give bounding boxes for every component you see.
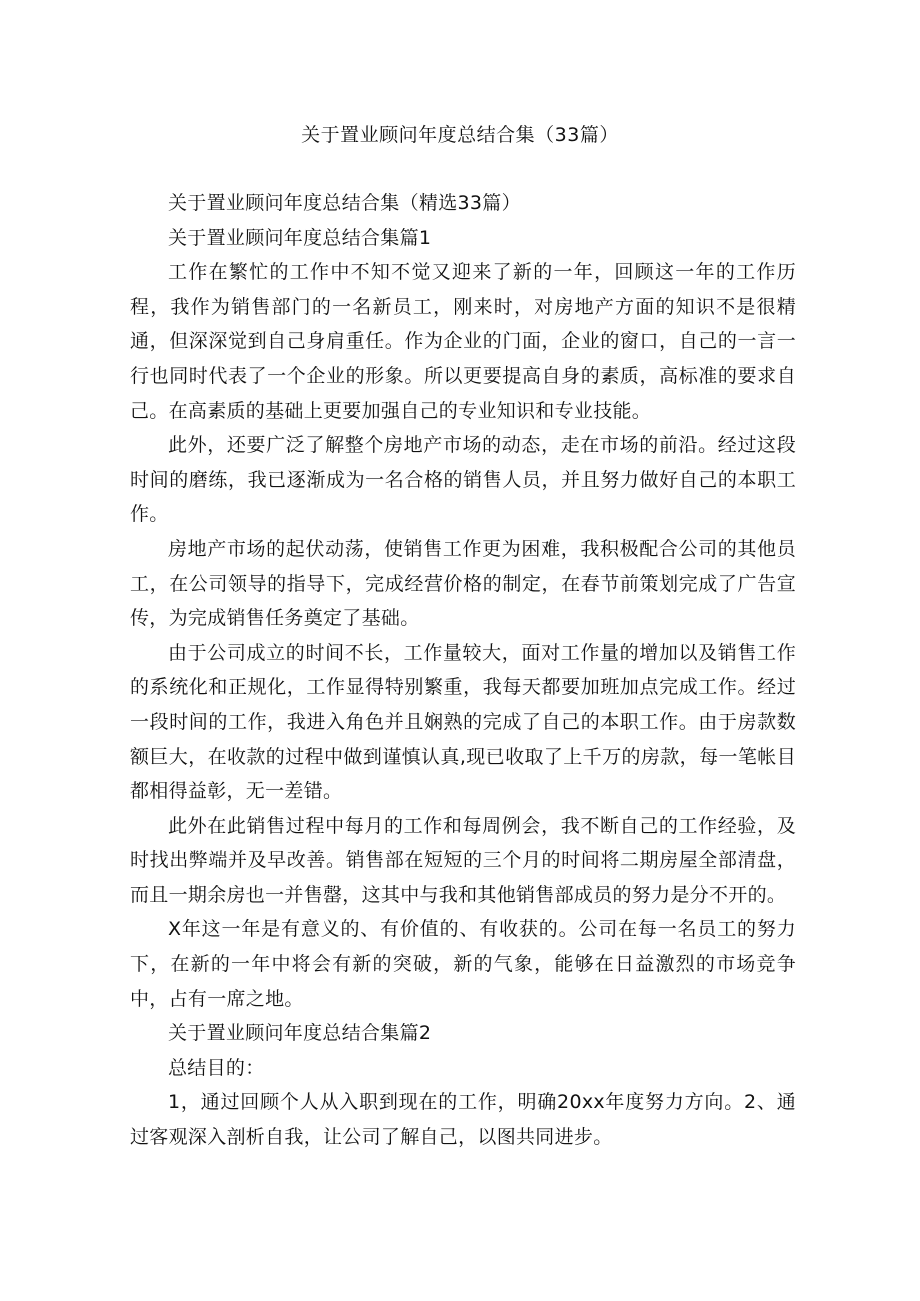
paragraph: 房地产市场的起伏动荡，使销售工作更为困难，我积极配合公司的其他员工，在公司领导的指导下，完成经营价格的制定，在春节前策划完成了广告宣传，为完成销售任务奠定了基础。	[130, 537, 796, 630]
paragraph: X年这一年是有意义的、有价值的、有收获的。公司在每一名员工的努力下，在新的一年中将会有新的突破，新的气象，能够在日益激烈的市场竞争中，占有一席之地。	[130, 918, 796, 1010]
document-title: 关于置业顾问年度总结合集（33篇）	[301, 124, 619, 146]
paragraph: 此外，还要广泛了解整个房地产市场的动态，走在市场的前沿。经过这段时间的磨练，我已逐渐成为一名合格的销售人员，并且努力做好自己的本职工作。	[130, 434, 796, 526]
paragraph: 由于公司成立的时间不长，工作量较大，面对工作量的增加以及销售工作的系统化和正规化，工作显得特别繁重，我每天都要加班加点完成工作。经过一段时间的工作，我进入角色并且娴熟的完成了自己的本职工作。由于房款数额巨大，在收款的过程中做到谨慎认真,现已收取了上千万的房款，每一笔帐目都相得益彰，无一差错。	[130, 641, 796, 803]
section-heading-2: 关于置业顾问年度总结合集篇2	[168, 1022, 432, 1045]
paragraph: 工作在繁忙的工作中不知不觉又迎来了新的一年，回顾这一年的工作历程，我作为销售部门的一名新员工，刚来时，对房地产方面的知识不是很精通，但深深觉到自己身肩重任。作为企业的门面，企业的窗口，自己的一言一行也同时代表了一个企业的形象。所以更要提高自身的素质，高标准的要求自己。在高素质的基础上更要加强自己的专业知识和专业技能。	[130, 261, 796, 422]
paragraph-subtitle: 关于置业顾问年度总结合集（精选33篇）	[168, 192, 521, 214]
paragraph: 1，通过回顾个人从入职到现在的工作，明确20xx年度努力方向。2、通过客观深入剖析自我，让公司了解自己，以图共同进步。	[130, 1091, 796, 1149]
paragraph: 此外在此销售过程中每月的工作和每周例会，我不断自己的工作经验，及时找出弊端并及早改善。销售部在短短的三个月的时间将二期房屋全部清盘，而且一期余房也一并售罄，这其中与我和其他销售部成员的努力是分不开的。	[130, 814, 796, 906]
section-heading-1: 关于置业顾问年度总结合集篇1	[168, 226, 432, 249]
document-body	[130, 186, 796, 1155]
paragraph: 总结目的：	[168, 1056, 265, 1079]
